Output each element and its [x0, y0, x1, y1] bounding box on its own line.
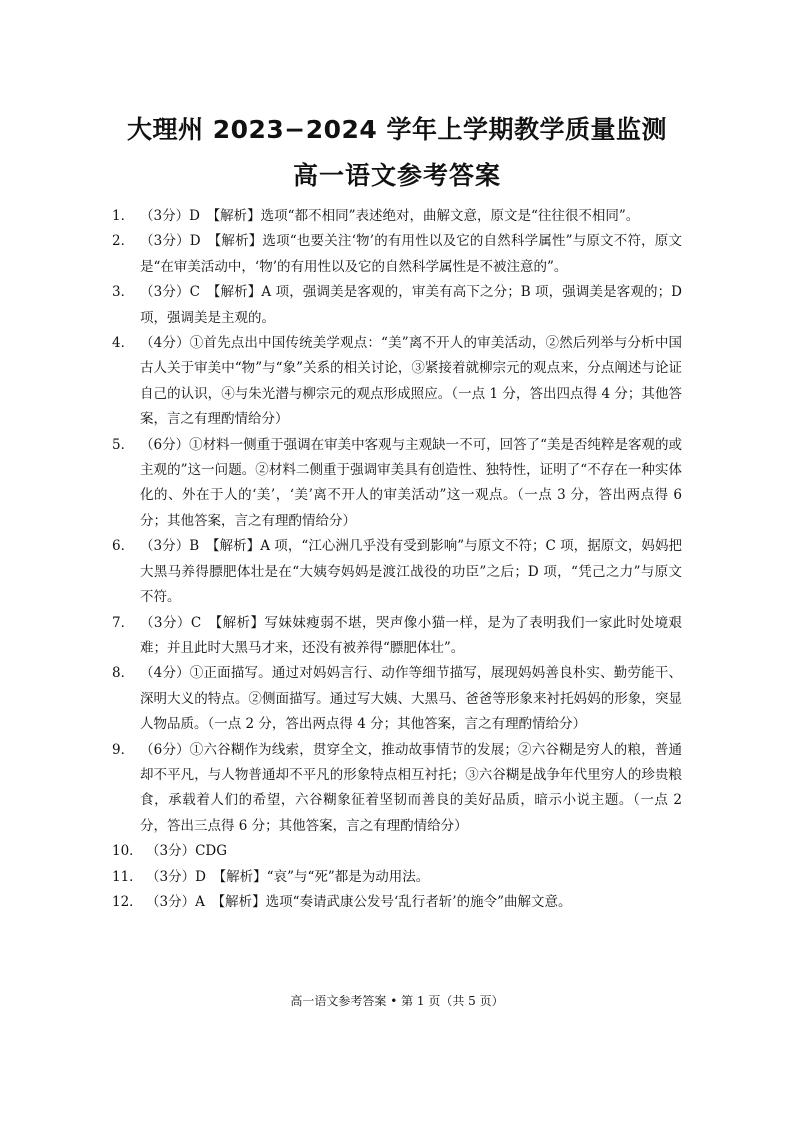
answer-item-11 [112, 865, 682, 890]
answer-item-3 [112, 280, 682, 331]
answer-number: 4． [112, 335, 135, 352]
answer-text: （3分）A 【解析】选项“奏请武康公发号‘乱行者斩’的施令”曲解文意。 [146, 893, 572, 910]
answer-number: 2． [112, 233, 135, 250]
answer-text: （4分）①首先点出中国传统美学观点：“美”离不开人的审美活动，②然后列举与分析中国古人关于审美中“物”与“象”关系的相关讨论，③紧接着就柳宗元的观点来，分点阐述与论证自己的认识，④与朱光潜与柳宗元的观点形成照应。（一点 1 分，答出四点得 4 分；其他答案，言之有理酌情给分） [140, 335, 682, 428]
page-title [0, 112, 794, 194]
answer-number: 6． [112, 538, 135, 555]
answer-number: 11． [112, 868, 143, 885]
answer-item-8 [112, 661, 682, 737]
exam-title: 大理州 2023−2024 学年上学期教学质量监测 [126, 115, 668, 144]
answer-text: （3分）D 【解析】“哀”与“死”都是为动用法。 [146, 868, 430, 885]
answer-text: （6分）①六谷糊作为线索，贯穿全文，推动故事情节的发展；②六谷糊是穷人的粮，普通却不平凡，与人物普通却不平凡的形象特点相互衬托；③六谷糊是战争年代里穷人的珍贵粮食，承载着人们的希望，六谷糊象征着坚韧而善良的美好品质，暗示小说主题。（一点 2 分，答出三点得 6 分；其他答案，言之有理酌情给分） [140, 741, 682, 834]
answer-item-10 [112, 839, 682, 864]
page-footer: 高一语文参考答案 • 第 1 页（共 5 页） [290, 994, 504, 1008]
answer-number: 8． [112, 665, 135, 682]
answer-list [112, 204, 682, 915]
answer-text: （6分）①材料一侧重于强调在审美中客观与主观缺一不可，回答了“美是否纯粹是客观的或主观的”这一问题。②材料二侧重于强调审美具有创造性、独特性，证明了“不存在一种实体化的、外在于人的‘美’，‘美’离不开人的审美活动”这一观点。（一点 3 分，答出两点得 6 分；其他答案，言之有理酌情给分） [140, 436, 682, 529]
answer-number: 9． [112, 741, 135, 758]
document-subtitle: 高一语文参考答案 [292, 161, 501, 190]
answer-text: （3分）D 【解析】选项“也要关注‘物’的有用性以及它的自然科学属性”与原文不符，原文是“在审美活动中，‘物’的有用性以及它的自然科学属性是不被注意的”。 [140, 233, 682, 275]
answer-text: （3分）CDG [146, 843, 228, 860]
answer-number: 12． [112, 893, 143, 910]
answer-item-6 [112, 534, 682, 610]
answer-item-7 [112, 611, 682, 662]
answer-item-4 [112, 331, 682, 433]
answer-number: 5． [112, 436, 135, 453]
answer-number: 1． [112, 208, 135, 224]
answer-item-1 [112, 204, 682, 229]
answer-text: （3分）D 【解析】选项“都不相同”表述绝对，曲解文意，原文是“往往很不相同”。 [140, 208, 640, 224]
answer-item-9 [112, 738, 682, 840]
answer-item-12 [112, 890, 682, 915]
answer-text: （3分）B 【解析】A 项，“江心洲几乎没有受到影响”与原文不符；C 项，据原文，妈妈把大黑马养得膘肥体壮是在“大姨夸妈妈是渡江战役的功臣”之后；D 项，“凭己之力”与原文不符。 [140, 538, 682, 606]
answer-item-2 [112, 229, 682, 280]
answer-text: （3分）C 【解析】A 项，强调美是客观的，审美有高下之分；B 项，强调美是客观的；D 项，强调美是主观的。 [140, 284, 682, 326]
answer-number: 10． [112, 843, 143, 860]
answer-number: 7． [112, 614, 135, 631]
answer-number: 3． [112, 284, 135, 301]
answer-item-5 [112, 433, 682, 535]
answer-text: （3分）C 【解析】写妹妹瘦弱不堪，哭声像小猫一样，是为了表明我们一家此时处境艰难；并且此时大黑马才来，还没有被养得“膘肥体壮”。 [140, 614, 682, 656]
answer-text: （4分）①正面描写。通过对妈妈言行、动作等细节描写，展现妈妈善良朴实、勤劳能干、深明大义的特点。②侧面描写。通过写大姨、大黑马、爸爸等形象来衬托妈妈的形象，突显人物品质。（一点 2 分，答出两点得 4 分；其他答案，言之有理酌情给分） [140, 665, 682, 733]
